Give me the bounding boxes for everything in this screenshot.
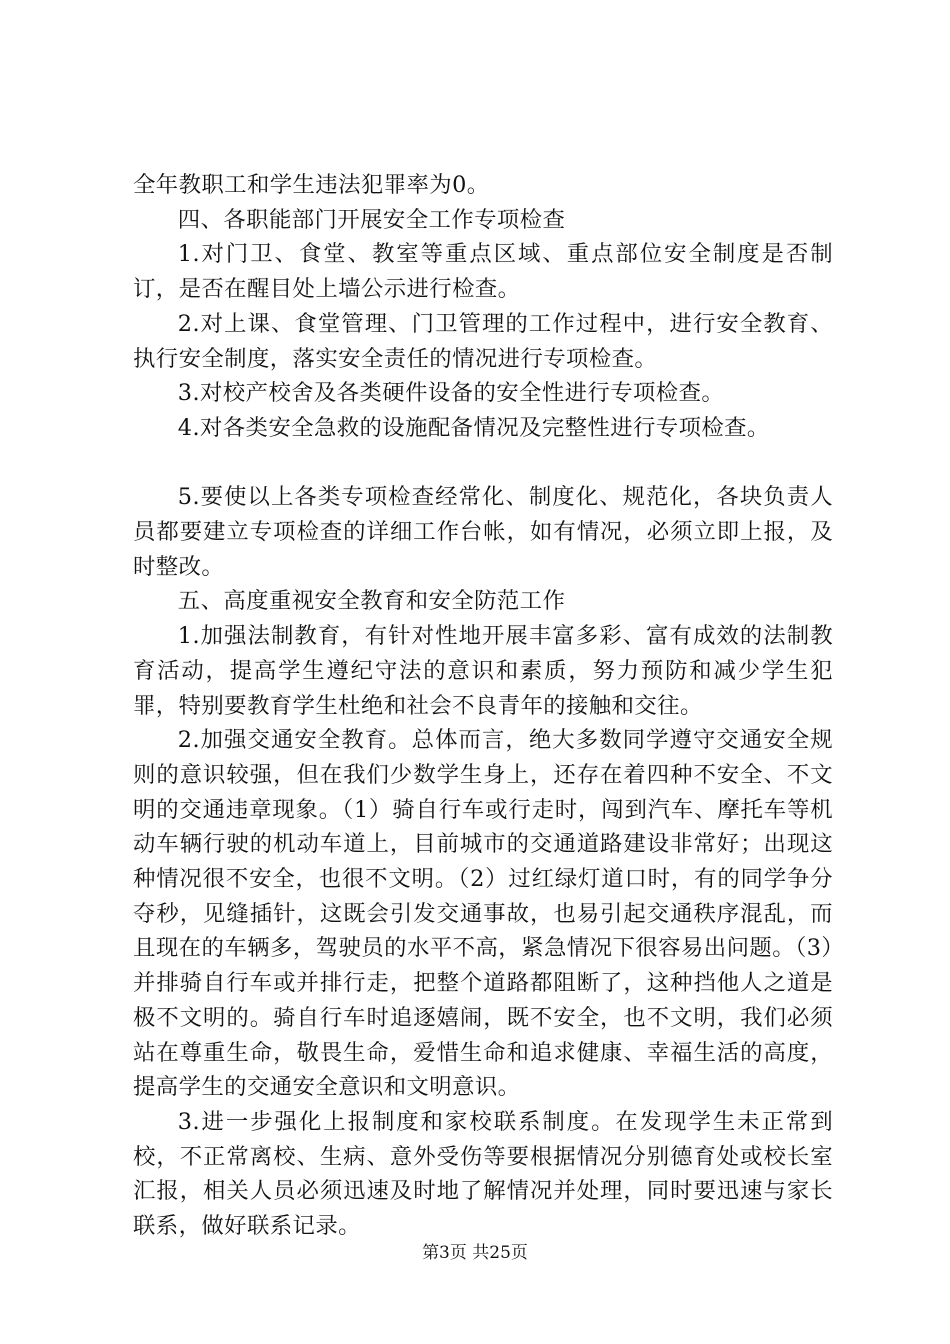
blank-line — [133, 446, 833, 481]
paragraph-item-4-2: 2.对上课、食堂管理、门卫管理的工作过程中，进行安全教育、执行安全制度，落实安全责任的情况进行专项检查。 — [133, 310, 833, 372]
paragraph-crime-rate: 全年教职工和学生违法犯罪率为0。 — [133, 172, 490, 198]
paragraph-item-5-2: 2.加强交通安全教育。总体而言，绝大多数同学遵守交通安全规则的意识较强，但在我们少数学生身上，还存在着四种不安全、不文明的交通违章现象。（1）骑自行车或行走时，闯到汽车、摩托车等机动车辆行驶的机动车道上，目前城市的交通道路建设非常好；出现这种情况很不安全，也很不文明。（2）过红绿灯道口时，有的同学争分夺秒，见缝插针，这既会引发交通事故，也易引起交通秩序混乱，而且现在的车辆多，驾驶员的水平不高，紧急情况下很容易出问题。（3）并排骑自行车或并排行走，把整个道路都阻断了，这种挡他人之道是极不文明的。骑自行车时追逐嬉闹，既不安全，也不文明，我们必须站在尊重生命，敬畏生命，爱惜生命和追求健康、幸福生活的高度，提高学生的交通安全意识和文明意识。 — [133, 727, 833, 1101]
paragraph-item-5-1: 1.加强法制教育，有针对性地开展丰富多彩、富有成效的法制教育活动，提高学生遵纪守法的意识和素质，努力预防和减少学生犯罪，特别要教育学生杜绝和社会不良青年的接触和交往。 — [133, 623, 833, 719]
paragraph-item-4-5: 5.要使以上各类专项检查经常化、制度化、规范化，各块负责人员都要建立专项检查的详细工作台帐，如有情况，必须立即上报，及时整改。 — [133, 484, 833, 580]
paragraph-item-4-3: 3.对校产校舍及各类硬件设备的安全性进行专项检查。 — [177, 380, 725, 407]
section-heading-five: 五、高度重视安全教育和安全防范工作 — [177, 588, 566, 615]
paragraph-item-5-3: 3.进一步强化上报制度和家校联系制度。在发现学生未正常到校，不正常离校、生病、意外受伤等要根据情况分别德育处或校长室汇报，相关人员必须迅速及时地了解情况并处理，同时要迅速与家长联系，做好联系记录。 — [133, 1108, 833, 1240]
document-body — [133, 168, 833, 1244]
paragraph-item-4-1: 1.对门卫、食堂、教室等重点区域、重点部位安全制度是否制订，是否在醒目处上墙公示进行检查。 — [133, 241, 833, 303]
paragraph-item-4-4: 4.对各类安全急救的设施配备情况及完整性进行专项检查。 — [177, 414, 770, 441]
page-number-footer: 第3页 共25页 — [422, 1243, 528, 1263]
section-heading-four: 四、各职能部门开展安全工作专项检查 — [177, 206, 566, 233]
